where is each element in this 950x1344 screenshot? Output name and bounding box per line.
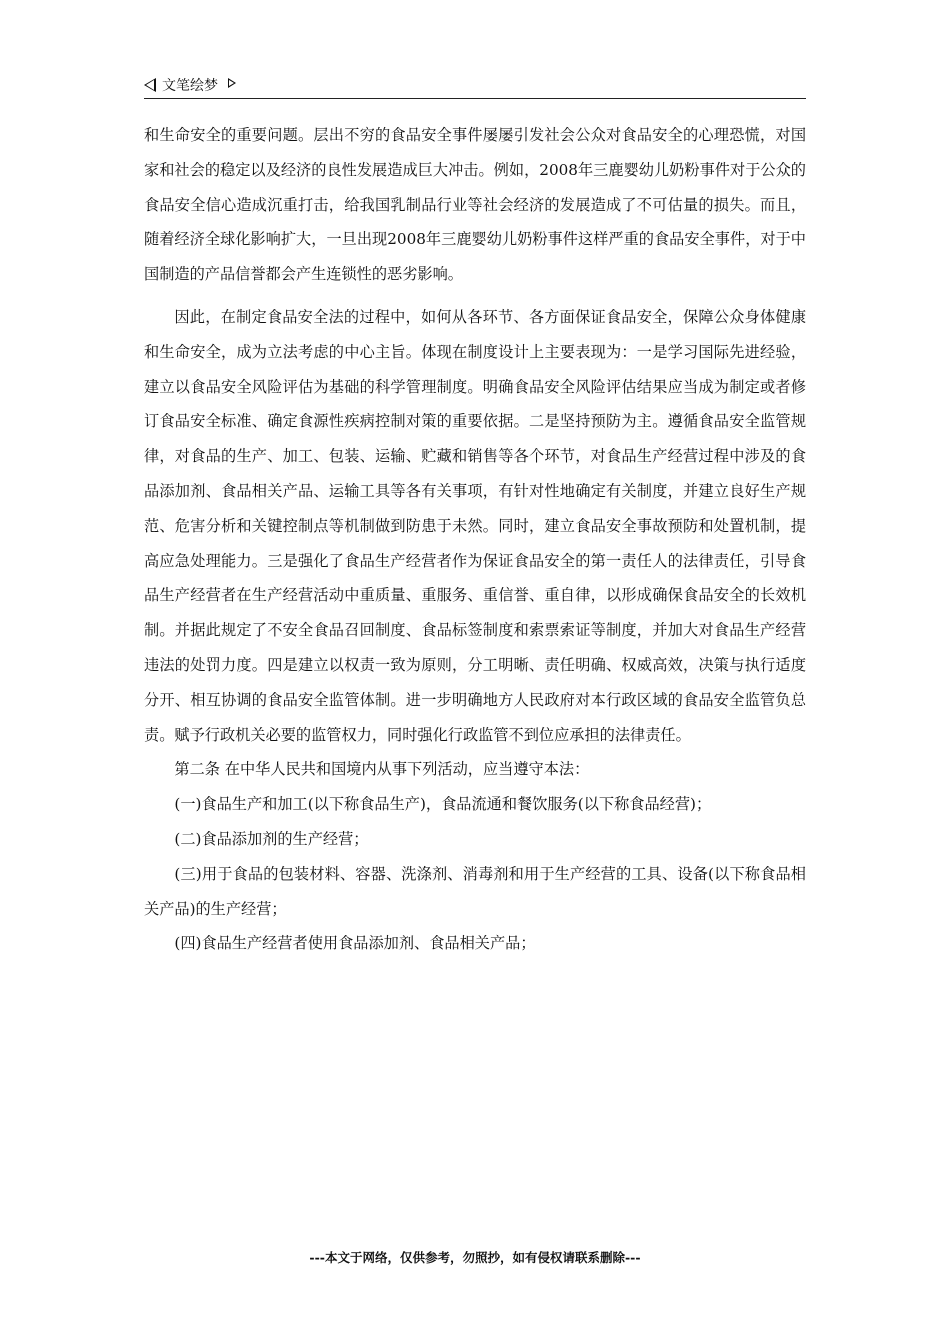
document-body: [144, 118, 806, 961]
article-2-heading: 第二条 在中华人民共和国境内从事下列活动，应当遵守本法：: [174, 760, 590, 779]
paragraph-continued: 和生命安全的重要问题。层出不穷的食品安全事件屡屡引发社会公众对食品安全的心理恐慌，对国家和社会的稳定以及经济的良性发展造成巨大冲击。例如，2008年三鹿婴幼儿奶粉事件对于公众的食品安全信心造成沉重打击，给我国乳制品行业等社会经济的发展造成了不可估量的损失。而且，随着经济全球化影响扩大，一旦出现2008年三鹿婴幼儿奶粉事件这样严重的食品安全事件，对于中国制造的产品信誉都会产生连锁性的恶劣影响。: [144, 126, 806, 284]
article-2-item-2: (二)食品添加剂的生产经营；: [174, 829, 369, 848]
article-2-item-1: (一)食品生产和加工(以下称食品生产)，食品流通和餐饮服务(以下称食品经营)；: [174, 795, 712, 814]
footer-notice: ---本文于网络，仅供参考，勿照抄，如有侵权请联系删除---: [309, 1250, 641, 1265]
article-2-item-3: (三)用于食品的包装材料、容器、洗涤剂、消毒剂和用于生产经营的工具、设备(以下称食品相关产品)的生产经营；: [144, 864, 806, 918]
article-2-item-4: (四)食品生产经营者使用食品添加剂、食品相关产品；: [174, 934, 536, 953]
page-header: [144, 76, 806, 99]
header-title-group: [144, 76, 236, 94]
right-triangle-icon: [228, 78, 236, 88]
left-triangle-icon: [144, 78, 156, 92]
paragraph-legislative-intent: 因此，在制定食品安全法的过程中，如何从各环节、各方面保证食品安全，保障公众身体健康和生命安全，成为立法考虑的中心主旨。体现在制度设计上主要表现为：一是学习国际先进经验，建立以食品安全风险评估为基础的科学管理制度。明确食品安全风险评估结果应当成为制定或者修订食品安全标准、确定食源性疾病控制对策的重要依据。二是坚持预防为主。遵循食品安全监管规律，对食品的生产、加工、包装、运输、贮藏和销售等各个环节，对食品生产经营过程中涉及的食品添加剂、食品相关产品、运输工具等各有关事项，有针对性地确定有关制度，并建立良好生产规范、危害分析和关键控制点等机制做到防患于未然。同时，建立食品安全事故预防和处置机制，提高应急处理能力。三是强化了食品生产经营者作为保证食品安全的第一责任人的法律责任，引导食品生产经营者在生产经营活动中重质量、重服务、重信誉、重自律，以形成确保食品安全的长效机制。并据此规定了不安全食品召回制度、食品标签制度和索票索证等制度，并加大对食品生产经营违法的处罚力度。四是建立以权责一致为原则，分工明晰、责任明确、权威高效，决策与执行适度分开、相互协调的食品安全监管体制。进一步明确地方人民政府对本行政区域的食品安全监管负总责。赋予行政机关必要的监管权力，同时强化行政监管不到位应承担的法律责任。: [144, 307, 806, 744]
header-title: 文笔绘梦: [162, 78, 218, 94]
